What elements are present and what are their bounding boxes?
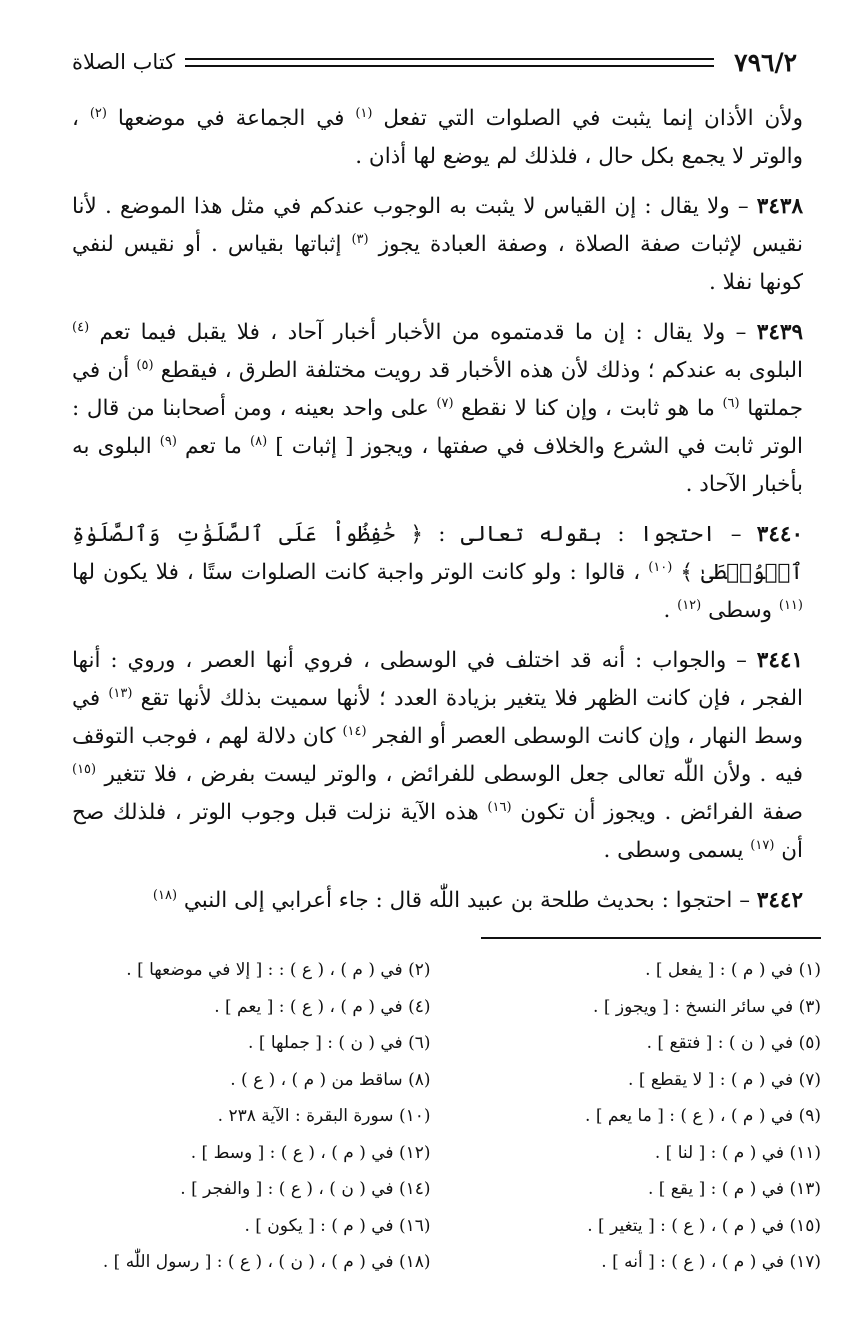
footnote: (١٨) في ( م ) ، ( ن ) ، ( ع ) : [ رسول اللّٰه ] . xyxy=(102,1252,431,1272)
text-run: ، قالوا : ولو كانت الوتر واجبة كانت الصلوات ستًا ، فلا يكون لها xyxy=(72,560,649,585)
footnote: (١١) في ( م ) : [ لنا ] . xyxy=(654,1142,821,1163)
paragraph-number: ٣٤٤٠ xyxy=(756,522,803,547)
text-run: ما هو ثابت ، وإن كنا لا نقطع xyxy=(453,396,723,421)
footnote-ref[interactable]: (٩) xyxy=(159,433,177,449)
footnote-ref[interactable]: (١٢) xyxy=(677,597,702,613)
footnote: (١) في ( م ) : [ يفعل ] . xyxy=(645,960,821,980)
footnote-ref[interactable]: (٢) xyxy=(89,105,107,121)
paragraph-number: ٣٤٤٢ xyxy=(756,888,803,913)
footnote: (٥) في ( ن ) : [ فتقع ] . xyxy=(646,1033,821,1053)
book-title: كتاب الصلاة xyxy=(72,50,176,74)
text-run: إثباتها بقياس . أو نقيس لنفي كونها نفلا . xyxy=(72,232,803,295)
text-run: – احتجوا : بقوله تعالى : ﴿ حَٰفِظُواْ عَلَى ٱلصَّلَوَٰتِ وَٱلصَّلَوٰةِ ٱلۡوُسۡطَىٰ ﴾ xyxy=(72,522,803,585)
paragraph xyxy=(72,642,803,870)
paragraph xyxy=(72,314,803,504)
paragraph xyxy=(72,100,803,176)
text-run: – ولا يقال : إن ما قدمتموه من الأخبار أخبار آحاد ، فلا يقبل فيما تعم xyxy=(89,320,757,345)
footnote: (٣) في سائر النسخ : [ ويجوز ] . xyxy=(593,996,821,1017)
footnote: (١٤) في ( ن ) ، ( ع ) : [ والفجر ] . xyxy=(180,1179,431,1199)
footnote: (١٢) في ( م ) ، ( ع ) : [ وسط ] . xyxy=(190,1142,431,1163)
footnote-separator xyxy=(481,937,821,939)
text-run: في وسط النهار ، وإن كانت الوسطى العصر أو الفجر xyxy=(72,686,803,749)
text-run: . xyxy=(663,598,678,623)
paragraph-number: ٣٤٣٨ xyxy=(756,194,803,219)
footnote-ref[interactable]: (٤) xyxy=(72,319,90,335)
footnote-ref[interactable]: (١) xyxy=(355,105,373,121)
text-run: وسطى xyxy=(701,598,779,623)
footnote: (٦) في ( ن ) : [ جملها ] . xyxy=(248,1033,431,1053)
text-run: – احتجوا : بحديث طلحة بن عبيد اللّٰه قال : جاء أعرابي إلى النبي xyxy=(177,888,757,913)
footnote-ref[interactable]: (١٣) xyxy=(108,685,133,701)
footnote-ref[interactable]: (٨) xyxy=(250,433,268,449)
footnote: (٩) في ( م ) ، ( ع ) : [ ما يعم ] . xyxy=(585,1106,821,1126)
footnote: (١٥) في ( م ) ، ( ع ) : [ يتغير ] . xyxy=(587,1215,821,1236)
footnote: (٧) في ( م ) : [ لا يقطع ] . xyxy=(628,1069,821,1090)
text-run: كان دلالة لهم ، فوجب التوقف فيه . ولأن اللّٰه تعالى جعل الوسطى للفرائض ، والوتر ليست بفرض ، فلا تتغير xyxy=(72,724,803,787)
paragraph xyxy=(72,188,803,302)
footnote: (١٣) في ( م ) : [ يقع ] . xyxy=(647,1179,821,1199)
footnote: (٨) ساقط من ( م ) ، ( ع ) . xyxy=(230,1069,431,1090)
main-text xyxy=(72,100,803,932)
text-run: – والجواب : أنه قد اختلف في الوسطى ، فروي أنها العصر ، وروي : أنها الفجر ، فإن كانت الظهر فلا يتغير بزيادة العدد ؛ لأنها سميت بذلك لأنها تقع xyxy=(72,648,803,711)
text-run: البلوى به بأخبار الآحاد . xyxy=(72,434,803,497)
text-run: ما تعم xyxy=(176,434,250,459)
footnote-ref[interactable]: (١١) xyxy=(778,597,803,613)
footnote-ref[interactable]: (١٤) xyxy=(342,723,367,739)
text-run: أن في جملتها xyxy=(72,358,803,421)
footnote-ref[interactable]: (١٥) xyxy=(72,761,97,777)
footnote: (١٠) سورة البقرة : الآية ٢٣٨ . xyxy=(217,1106,431,1126)
footnote: (١٦) في ( م ) : [ يكون ] . xyxy=(244,1215,431,1236)
footnote-ref[interactable]: (٥) xyxy=(136,357,154,373)
footnote-ref[interactable]: (١٠) xyxy=(648,559,673,575)
text-run: على واحد بعينه ، ومن أصحابنا من قال : الوتر ثابت في الشرع والخلاف في صفتها ، ويجوز [ إثبات ] xyxy=(72,396,803,459)
text-run: هذه الآية نزلت قبل وجوب الوتر ، فلذلك صح أن xyxy=(72,800,803,863)
page-number: ٧٩٦/٢ xyxy=(734,47,797,77)
footnote-ref[interactable]: (١٦) xyxy=(487,799,512,815)
footnote-ref[interactable]: (٣) xyxy=(351,231,369,247)
text-run: – ولا يقال : إن القياس لا يثبت به الوجوب عندكم في مثل هذا الموضع . لأنا نقيس لإثبات صفة الصلاة ، وصفة العبادة يجوز xyxy=(72,194,804,257)
text-run: في الجماعة في موضعها xyxy=(106,106,356,131)
paragraph xyxy=(72,882,803,920)
footnote-ref[interactable]: (١٧) xyxy=(750,837,775,853)
text-run: ، والوتر لا يجمع بكل حال ، فلذلك لم يوضع لها أذان . xyxy=(72,106,803,169)
footnotes xyxy=(70,952,821,1281)
footnote: (٢) في ( م ) ، ( ع ) : : [ إلا في موضعها ] . xyxy=(126,960,431,980)
text-run: ولأن الأذان إنما يثبت في الصلوات التي تفعل xyxy=(372,106,803,131)
footnote-ref[interactable]: (٧) xyxy=(436,395,454,411)
header-rule xyxy=(185,58,714,67)
paragraph xyxy=(72,516,803,630)
footnote: (٤) في ( م ) ، ( ع ) : [ يعم ] . xyxy=(214,996,431,1017)
footnote-ref[interactable]: (٦) xyxy=(722,395,740,411)
text-run: البلوى به عندكم ؛ وذلك لأن هذه الأخبار قد رويت مختلفة الطرق ، فيقطع xyxy=(153,358,803,383)
paragraph-number: ٣٤٣٩ xyxy=(756,320,803,345)
footnote-ref[interactable]: (١٨) xyxy=(152,887,178,903)
footnote: (١٧) في ( م ) ، ( ع ) : [ أنه ] . xyxy=(601,1252,821,1272)
page-header xyxy=(72,42,797,82)
text-run: يسمى وسطى . xyxy=(603,838,751,863)
text-run: صفة الفرائض . ويجوز أن تكون xyxy=(511,800,803,825)
paragraph-number: ٣٤٤١ xyxy=(756,648,803,673)
